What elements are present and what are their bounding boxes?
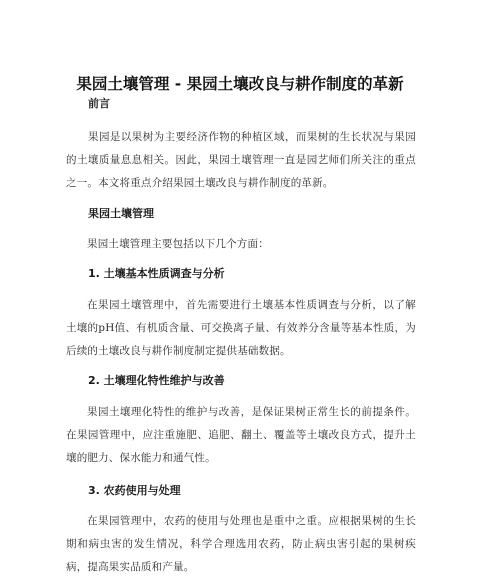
item-heading-1: 1. 土壤基本性质调查与分析 xyxy=(88,267,225,280)
item-paragraph-3: 在果园管理中，农药的使用与处理也是重中之重。应根据果树的生长期和病虫害的发生情况，科学合理选用农药，防止病虫害引起的果树疾病，提高果实品质和产量。 xyxy=(66,515,416,573)
preface-heading: 前言 xyxy=(88,97,110,110)
item-paragraph-2: 果园土壤理化特性的维护与改善，是保证果树正常生长的前提条件。在果园管理中，应注重施肥、追肥、翻土、覆盖等土壤改良方式，提升土壤的肥力、保水能力和通气性。 xyxy=(66,406,416,464)
preface-paragraph: 果园是以果树为主要经济作物的种植区域，而果树的生长状况与果园的土壤质量息息相关。因此，果园土壤管理一直是园艺师们所关注的重点之一。本文将重点介绍果园土壤改良与耕作制度的革新。 xyxy=(66,131,416,189)
item-heading-3: 3. 农药使用与处理 xyxy=(88,484,181,497)
section-heading: 果园土壤管理 xyxy=(88,207,154,220)
item-paragraph-1: 在果园土壤管理中，首先需要进行土壤基本性质调查与分析，以了解土壤的pH值、有机质含量、可交换离子量、有效养分含量等基本性质，为后续的土壤改良与耕作制度制定提供基础数据。 xyxy=(66,299,416,357)
document-title: 果园土壤管理 - 果园土壤改良与耕作制度的革新 xyxy=(76,75,404,93)
item-heading-2: 2. 土壤理化特性维护与改善 xyxy=(88,374,225,387)
section-intro: 果园土壤管理主要包括以下几个方面： xyxy=(87,238,269,250)
